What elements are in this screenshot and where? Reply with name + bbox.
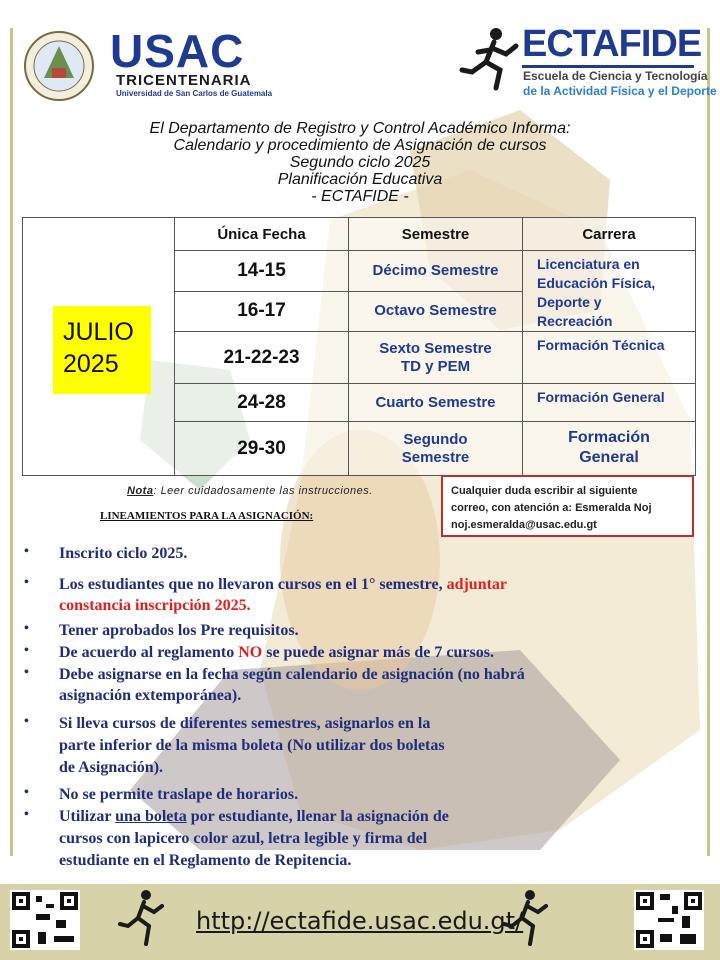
rule-text: asignación extemporánea).	[59, 687, 242, 704]
date-cell: 21-22-23	[175, 332, 349, 384]
rule-text: No se permite traslape de horarios.	[59, 786, 299, 803]
career-line: Educación Física,	[537, 275, 656, 291]
bullet-icon: •	[24, 714, 29, 729]
rule-text	[59, 643, 494, 663]
contact-line-2: correo, con atención a: Esmeralda Noj	[451, 502, 652, 514]
semester-cell: Décimo Semestre	[349, 251, 523, 292]
career-line: Formación	[568, 429, 650, 446]
semester-cell	[349, 422, 523, 476]
date-cell: 14-15	[175, 251, 349, 292]
rule-text	[59, 575, 507, 595]
rule-text-part: se puede asignar más de 7 cursos.	[262, 644, 494, 661]
contact-email[interactable]: noj.esmeralda@usac.edu.gt	[451, 519, 597, 531]
semester-cell: Octavo Semestre	[349, 291, 523, 332]
header-career: Carrera	[523, 218, 696, 251]
semester-line: Segundo	[403, 430, 468, 448]
ectafide-underline	[522, 65, 694, 68]
guidelines-title: LINEAMIENTOS PARA LA ASIGNACIÓN:	[100, 510, 314, 522]
semester-cell: Cuarto Semestre	[349, 384, 523, 422]
month-cell	[23, 218, 175, 476]
rule-text: Debe asignarse en la fecha según calendario de asignación (no habrá	[59, 666, 525, 683]
runner-icon	[500, 888, 550, 950]
rule-text-part: Los estudiantes que no llevaron cursos en el 1° semestre,	[59, 576, 447, 593]
career-cell	[523, 422, 696, 476]
rule-text: de Asignación).	[59, 759, 164, 776]
career-cell-merged	[523, 251, 696, 332]
rule-text: Tener aprobados los Pre requisitos.	[59, 622, 299, 639]
date-cell: 16-17	[175, 291, 349, 332]
usac-seal-logo	[24, 28, 94, 104]
header-semester: Semestre	[349, 218, 523, 251]
rule-text: parte inferior de la misma boleta (No utilizar dos boletas	[59, 737, 445, 754]
contact-box	[441, 475, 694, 537]
rule-text-part: por estudiante, llenar la asignación de	[186, 808, 449, 825]
note-label: Nota	[127, 485, 154, 497]
usac-title: USAC	[110, 25, 245, 77]
qr-code-right	[634, 890, 704, 950]
ectafide-subtitle-2: de la Actividad Física y el Deporte	[523, 84, 717, 98]
bullet-icon: •	[24, 544, 29, 559]
contact-line-1: Cualquier duda escribir al siguiente	[451, 485, 638, 497]
runner-icon	[116, 888, 166, 950]
rule-emphasis: una boleta	[115, 808, 187, 825]
career-line: Licenciatura en	[537, 256, 640, 272]
bullet-icon: •	[24, 785, 29, 800]
header-date: Única Fecha	[175, 218, 349, 251]
rule-text-part: Utilizar	[59, 808, 116, 825]
career-line: Recreación	[537, 313, 613, 329]
announcement-line-4: Planificación Educativa	[277, 171, 443, 188]
rule-emphasis: adjuntar	[446, 576, 508, 593]
announcement-line-5: - ECTAFIDE -	[311, 188, 409, 205]
bullet-icon: •	[24, 807, 29, 822]
semester-line: Sexto Semestre	[379, 339, 492, 357]
career-line: Deporte y	[537, 294, 602, 310]
ectafide-title: ECTAFIDE	[522, 23, 702, 65]
ectafide-subtitle-1: Escuela de Ciencia y Tecnología	[523, 69, 708, 83]
note-text: : Leer cuidadosamente las instrucciones.	[153, 485, 373, 497]
career-cell: Formación Técnica	[523, 332, 696, 384]
rule-text: estudiante en el Reglamento de Repitencia.	[59, 852, 352, 869]
announcement-line-1: El Departamento de Registro y Control Académico Informa:	[149, 120, 571, 137]
career-line: General	[579, 449, 639, 466]
rule-text: Si lleva cursos de diferentes semestres, asignarlos en la	[59, 715, 431, 732]
month-highlight	[53, 306, 151, 394]
table-header-row	[23, 218, 696, 251]
rule-text: cursos con lapicero color azul, letra legible y firma del	[59, 830, 428, 847]
date-cell: 24-28	[175, 384, 349, 422]
bullet-icon: •	[24, 575, 29, 590]
usac-subtitle: TRICENTENARIA	[116, 72, 252, 89]
rule-text: Inscrito ciclo 2025.	[59, 545, 188, 562]
semester-line: Semestre	[401, 448, 470, 466]
note	[127, 485, 373, 497]
rule-text	[59, 807, 449, 827]
website-link[interactable]: http://ectafide.usac.edu.gt/	[196, 907, 524, 935]
usac-university-name: Universidad de San Carlos de Guatemala	[116, 89, 273, 98]
career-cell: Formación General	[523, 384, 696, 422]
semester-line: TD y PEM	[400, 357, 471, 375]
announcement-line-3: Segundo ciclo 2025	[289, 154, 431, 171]
schedule-table	[22, 217, 696, 476]
rule-text-part: De acuerdo al reglamento	[59, 644, 239, 661]
rule-emphasis: constancia inscripción 2025.	[59, 597, 251, 614]
announcement	[60, 120, 660, 205]
month-label: JULIO	[63, 318, 134, 346]
date-cell: 29-30	[175, 422, 349, 476]
rule-emphasis: NO	[238, 644, 263, 661]
qr-code-left	[10, 890, 80, 950]
year-label: 2025	[63, 350, 119, 378]
semester-cell	[349, 332, 523, 384]
bullet-icon: •	[24, 643, 29, 658]
announcement-line-2: Calendario y procedimiento de Asignación de cursos	[173, 137, 547, 154]
bullet-icon: •	[24, 621, 29, 636]
bullet-icon: •	[24, 665, 29, 680]
runner-icon	[456, 26, 522, 98]
